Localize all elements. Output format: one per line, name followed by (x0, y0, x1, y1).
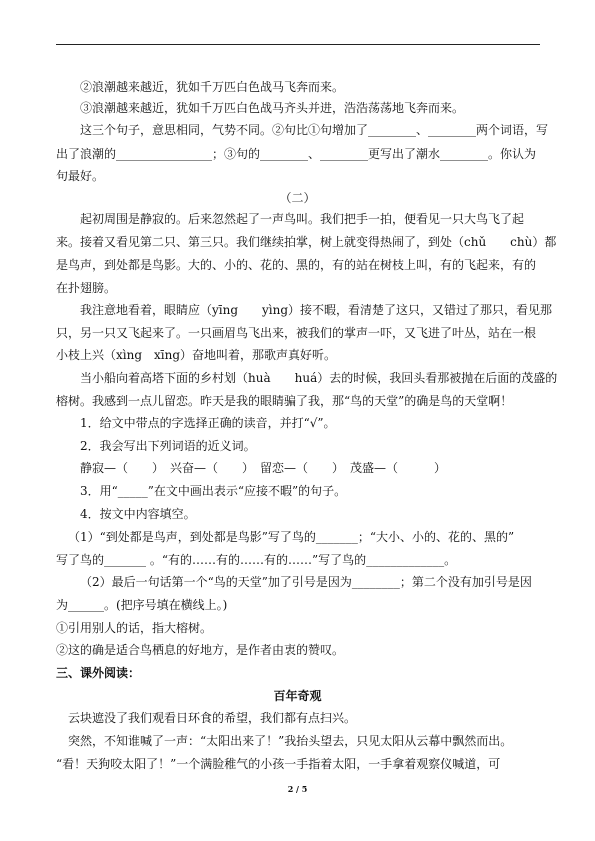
paragraph-line: 当小船向着高塔下面的乡村划（huà huá）去的时候，我回头看那被抛在后面的茂盛的 (80, 371, 558, 385)
section-heading: 三、课外阅读： (56, 666, 141, 680)
question-1: 1．给文中带点的字选择正确的读音，并打“√”。 (80, 416, 336, 430)
paragraph-line: 小枝上兴（xìng xīng）奋地叫着，那歌声真好听。 (56, 348, 337, 362)
top-rule (56, 44, 540, 45)
question-line: 这三个句子，意思相同，气势不同。②句比①句增加了________、________两个词语，写 (80, 123, 549, 137)
paragraph-line: 我注意地看着，眼睛应（yīng yìng）接不暇，看清楚了这只，又错过了那只，看见那 (80, 303, 553, 317)
paragraph-line: 只，另一只又飞起来了。一只画眉鸟飞出来，被我们的掌声一吓，又飞进了叶丛，站在一根 (56, 326, 537, 340)
synonym-row: 静寂—（ ） 兴奋—（ ） 留恋—（ ） 茂盛—（ ） (80, 461, 447, 475)
reading-line: “看！天狗咬太阳了！”一个满脸稚气的小孩一手指着太阳，一手拿着观察仪喊道，可 (56, 757, 501, 771)
question-line: 出了浪潮的________________；③句的________、________更写出了潮水________。你认为 (56, 147, 537, 161)
sentence-3: ③浪潮越来越近，犹如千万匹白色战马齐头并进，浩浩荡荡地飞奔而来。 (80, 101, 465, 115)
paragraph-line: 在扑翅膀。 (56, 281, 117, 295)
option-2: ②这的确是适合鸟栖息的好地方，是作者由衷的赞叹。 (56, 643, 345, 657)
paragraph-line: 起初周围是静寂的。后来忽然起了一声鸟叫。我们把手一拍，便看见一只大鸟飞了起 (80, 212, 525, 226)
subquestion-2: 为______。(把序号填在横线上。) (56, 598, 228, 612)
paragraph-line: 榕树。我感到一点儿留恋。昨天是我的眼睛骗了我，那“鸟的天堂”的确是鸟的天堂啊！ (56, 394, 513, 408)
question-4: 4．按文中内容填空。 (80, 507, 196, 521)
paragraph-line: 来。接着又看见第二只、第三只。我们继续拍掌，树上就变得热闹了，到处（chǔ chù）都 (56, 235, 557, 249)
reading-line: 云块遮没了我们观看日环食的希望，我们都有点扫兴。 (68, 711, 357, 725)
question-3: 3．用“_____”在文中画出表示“应接不暇”的句子。 (80, 484, 347, 498)
option-1: ①引用别人的话，指大榕树。 (56, 621, 213, 635)
subquestion-1: 写了鸟的_______ 。“有的……有的……有的……”写了鸟的_____________。 (56, 553, 457, 567)
paragraph-line: 是鸟声，到处都是鸟影。大的、小的、花的、黑的，有的站在树枝上叫，有的飞起来，有的 (56, 258, 537, 272)
reading-title: 百年奇观 (273, 689, 322, 703)
subquestion-2: （2）最后一句话第一个“鸟的天堂”加了引号是因为________；第二个没有加引号是因 (80, 575, 532, 589)
question-2: 2．我会写出下列词语的近义词。 (80, 439, 256, 453)
section-heading: （二） (279, 191, 316, 205)
subquestion-1: （1）“到处都是鸟声，到处都是鸟影”写了鸟的_______；“大小、小的、花的、黑的” (68, 530, 515, 544)
sentence-2: ②浪潮越来越近，犹如千万匹白色战马飞奔而来。 (80, 80, 345, 94)
question-line: 句最好。 (56, 169, 105, 183)
page-number: 2 / 5 (287, 784, 308, 794)
reading-line: 突然，不知谁喊了一声：“太阳出来了！”我抬头望去，只见太阳从云幕中飘然而出。 (68, 734, 513, 748)
